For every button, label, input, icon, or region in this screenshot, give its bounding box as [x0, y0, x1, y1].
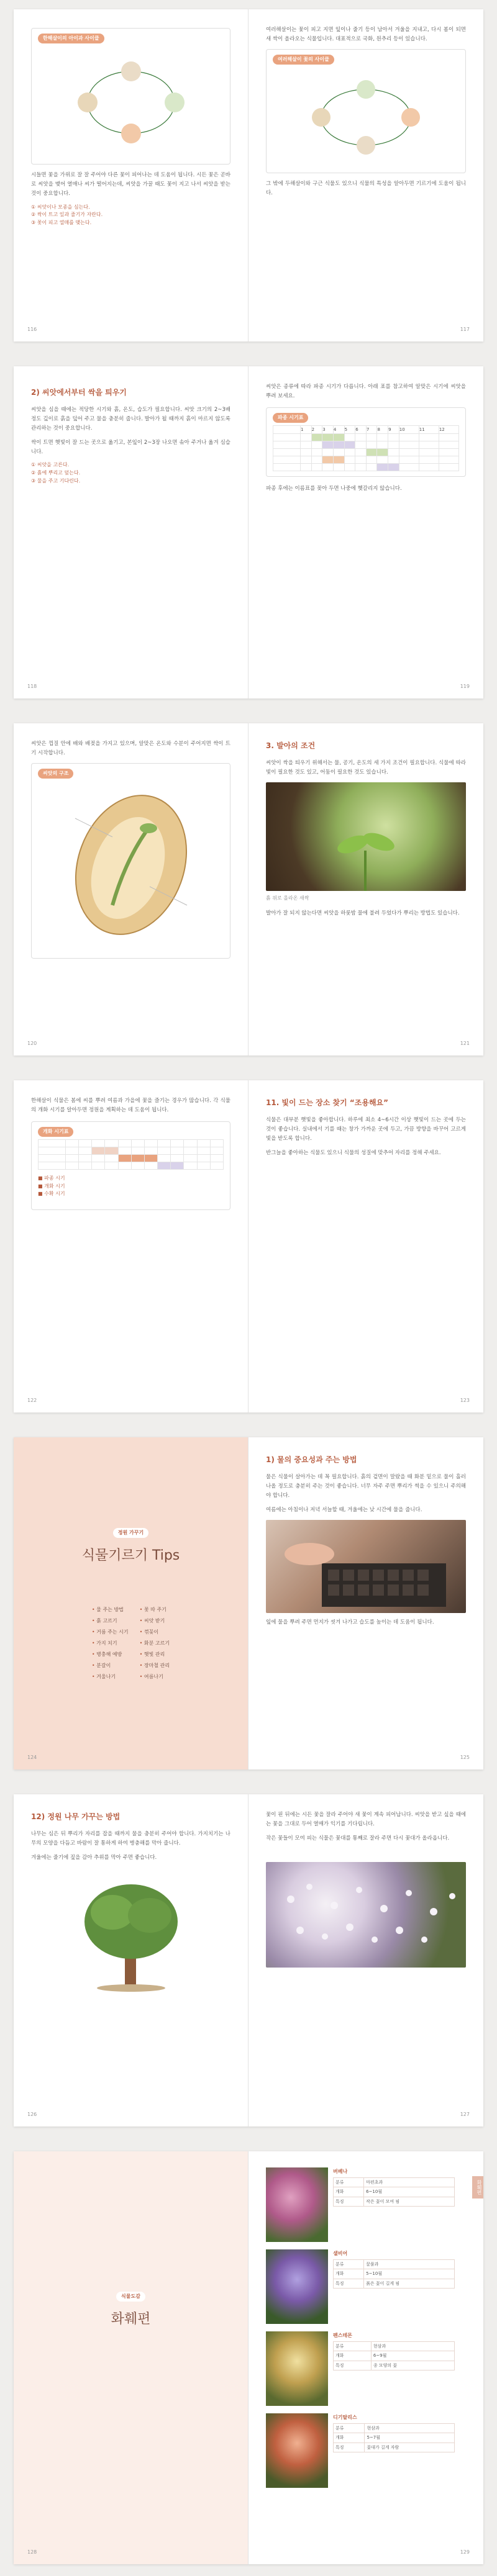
page-126	[14, 1794, 248, 2126]
paragraph-2: 파종 후에는 이름표를 꽂아 두면 나중에 헷갈리지 않습니다.	[266, 486, 402, 492]
tip-item: • 꽃 따 주기	[140, 1606, 170, 1614]
section-heading: 2) 씨앗에서부터 싹을 틔우기	[31, 388, 127, 397]
page-number: 118	[27, 684, 37, 689]
table-key: 특징	[334, 2361, 372, 2370]
month-cell: 6	[355, 425, 367, 433]
table-key: 분류	[334, 2342, 372, 2351]
page-number: 124	[27, 1755, 37, 1760]
plant-table	[333, 2341, 455, 2370]
page-number: 129	[460, 2549, 470, 2555]
page-123	[248, 1080, 483, 1412]
cycle-diagram	[63, 50, 199, 155]
page-number: 123	[460, 1398, 470, 1403]
tips-column-1	[92, 1606, 129, 1684]
tree-illustration	[31, 1875, 230, 1997]
page-124	[14, 1437, 248, 1769]
page-number: 120	[27, 1041, 37, 1046]
paragraph: 씨앗은 껍질 안에 배와 배젖을 가지고 있으며, 알맞은 온도와 수분이 주어지면 싹이 트기 시작합니다.	[31, 741, 230, 756]
cycle-arrows	[298, 71, 434, 164]
section-heading: 3. 발아의 조건	[266, 741, 316, 750]
section-title: 식물기르기 Tips	[81, 1548, 180, 1563]
note-1: ① 씨앗을 고른다.	[31, 462, 70, 468]
table-key: 특징	[334, 2279, 364, 2288]
watering-photo	[266, 1520, 466, 1613]
plant-entry	[266, 2249, 455, 2324]
table-key: 개화	[334, 2269, 364, 2279]
plant-table	[333, 2423, 455, 2452]
plant-entry	[266, 2167, 455, 2242]
month-cell: 2	[311, 425, 322, 433]
seed-tray-icon	[266, 1520, 466, 1613]
fruit-node	[78, 93, 98, 112]
table-value: 꿀풀과	[364, 2260, 455, 2269]
paragraph: 나무는 심은 뒤 뿌리가 자리를 잡을 때까지 물을 충분히 주어야 합니다. 가지치기는 나무의 모양을 다듬고 바람이 잘 통하게 하여 병충해를 막아 줍니다.	[31, 1831, 230, 1846]
page-number: 116	[27, 327, 37, 332]
tip-item: • 가지 치기	[92, 1639, 129, 1648]
plant-name: 샐비어	[333, 2251, 348, 2256]
spread-3	[14, 723, 483, 1055]
note-3: ③ 물을 주고 기다린다.	[31, 477, 81, 484]
tips-list	[31, 1606, 230, 1684]
table-value: 5~10월	[364, 2269, 455, 2279]
section-title: 화훼편	[111, 2312, 151, 2327]
side-tab: 화훼편	[472, 2176, 483, 2199]
paragraph-2: 반그늘을 좋아하는 식물도 있으니 식물의 성질에 맞추어 자리를 정해 주세요.	[266, 1149, 441, 1156]
paragraph: 시들면 꽃을 가위로 잘 잘 주어야 다른 꽃이 피어나는 데 도움이 됩니다. 시든 꽃은 곧바로 씨앗을 맺어 열매나 씨가 떨어지는데, 씨앗을 가꿀 때도 꽃이 지고 나서 씨앗을 받는 것이 중요합니다.	[31, 172, 230, 197]
section-badge: 식물도감	[116, 2292, 145, 2302]
month-cell: 5	[344, 425, 355, 433]
paragraph-2: 싹이 트면 햇빛이 잘 드는 곳으로 옮기고, 본잎이 2~3장 나오면 솎아 주거나 옮겨 심습니다.	[31, 439, 230, 455]
paragraph-2: 여름에는 아침이나 저녁 서늘할 때, 겨울에는 낮 시간에 물을 줍니다.	[266, 1506, 422, 1513]
plant-table	[333, 2177, 455, 2207]
page-number: 121	[460, 1041, 470, 1046]
legend	[38, 1175, 224, 1198]
month-cell: 10	[399, 425, 419, 433]
page-118	[14, 366, 248, 698]
plant-name: 디기탈리스	[333, 2415, 357, 2420]
month-cell: 9	[388, 425, 399, 433]
month-cell: 4	[333, 425, 344, 433]
spread-4	[14, 1080, 483, 1412]
table-title: 파종 시기표	[273, 413, 308, 423]
table-value: 6~9월	[371, 2351, 454, 2361]
seed-node	[121, 61, 141, 81]
table-key: 개화	[334, 2187, 364, 2197]
page-119	[248, 366, 483, 698]
paragraph: 한해살이 식물은 봄에 씨를 뿌려 여름과 가을에 꽃을 즐기는 경우가 많습니다. 각 식물의 개화 시기를 알아두면 정원을 계획하는 데 도움이 됩니다.	[31, 1098, 230, 1113]
photo-caption: 흙 위로 올라온 새싹	[266, 895, 309, 901]
tip-item: • 흙 고르기	[92, 1617, 129, 1625]
tips-column-2	[140, 1606, 170, 1684]
paragraph: 씨앗을 심을 때에는 적당한 시기와 흙, 온도, 습도가 필요합니다. 씨앗 크기의 2~3배 정도 깊이로 흙을 덮어 주고 물을 충분히 줍니다. 발아가 될 때까지 흙이 마르지 않도록 관리하는 것이 중요합니다.	[31, 407, 230, 432]
paragraph: 여러해살이는 꽃이 피고 지면 잎이나 줄기 등이 남아서 겨울을 지내고, 다시 봄이 되면 새 싹이 올라오는 식물입니다. 대표적으로 국화, 원추리 등이 있습니다.	[266, 27, 466, 42]
paragraph-2: 발아가 잘 되지 않는다면 씨앗을 하룻밤 물에 불려 두었다가 뿌리는 방법도 있습니다.	[266, 910, 460, 916]
table-value: 종 모양의 꽃	[371, 2361, 454, 2370]
perennial-figure	[266, 49, 466, 173]
page-120	[14, 723, 248, 1055]
month-cell: 11	[419, 425, 439, 433]
month-cell: 12	[439, 425, 458, 433]
paragraph: 씨앗이 싹을 틔우기 위해서는 물, 공기, 온도의 세 가지 조건이 필요합니다. 식물에 따라 빛이 필요한 것도 있고, 어둠이 필요한 것도 있습니다.	[266, 760, 466, 775]
paragraph: 식물은 대부분 햇빛을 좋아합니다. 하루에 최소 4~6시간 이상 햇빛이 드는 곳에 두는 것이 좋습니다. 실내에서 기를 때는 창가 가까운 곳에 두고, 가끔 방향을 바꾸어 고르게 빛을 받도록 합니다.	[266, 1117, 466, 1142]
plant-entry	[266, 2413, 455, 2488]
spread-7	[14, 2151, 483, 2564]
tree-icon	[75, 1875, 187, 1993]
sowing-table	[273, 425, 459, 471]
tip-item: • 화분 고르기	[140, 1639, 170, 1648]
page-117	[248, 9, 483, 341]
paragraph: 꽃이 핀 뒤에는 시든 꽃을 잘라 주어야 새 꽃이 계속 피어납니다. 씨앗을 받고 싶을 때에는 꽃을 그대로 두어 열매가 익기를 기다립니다.	[266, 1812, 466, 1827]
sprout-photo	[266, 782, 466, 891]
month-cell: 3	[322, 425, 334, 433]
page-number: 128	[27, 2549, 37, 2555]
table-key: 개화	[334, 2351, 372, 2361]
plant-name: 버베나	[333, 2169, 348, 2174]
plant-name: 펜스테몬	[333, 2333, 352, 2338]
flower-bed-photo	[266, 1862, 466, 1968]
plant-photo	[266, 2249, 328, 2324]
sprout-icon	[266, 782, 466, 891]
table-value: 작은 꽃이 모여 핌	[364, 2197, 455, 2206]
flower-icon	[266, 1862, 466, 1968]
spread-1	[14, 9, 483, 341]
flower-node	[121, 124, 141, 143]
plant-table	[333, 2259, 455, 2289]
month-cell: 7	[366, 425, 377, 433]
table-value: 꽃대가 길게 자람	[365, 2443, 455, 2452]
note-2: ② 흙에 뿌리고 덮는다.	[31, 470, 81, 476]
seed-illustration	[38, 781, 224, 949]
legend-item: ■ 개화 시기	[38, 1183, 65, 1189]
table-key: 개화	[334, 2433, 365, 2443]
page-127	[248, 1794, 483, 2126]
month-row	[273, 425, 459, 433]
section-heading: 1) 물의 중요성과 주는 방법	[266, 1455, 357, 1464]
table-key: 분류	[334, 2260, 364, 2269]
tip-item: • 병충해 예방	[92, 1650, 129, 1659]
note-2: ② 싹이 트고 잎과 줄기가 자란다.	[31, 212, 103, 218]
cycle-diagram	[298, 71, 434, 164]
tip-item: • 거름 주는 시기	[92, 1628, 129, 1637]
tip-item: • 겨울나기	[92, 1673, 129, 1681]
tip-item: • 씨앗 받기	[140, 1617, 170, 1625]
notes	[31, 461, 230, 485]
section-heading: 12) 정원 나무 가꾸는 방법	[31, 1812, 121, 1821]
legend-item: ■ 수확 시기	[38, 1191, 65, 1197]
paragraph-2: 겨울에는 줄기에 짚을 감아 추위를 막아 주면 좋습니다.	[31, 1854, 157, 1861]
page-number: 119	[460, 684, 470, 689]
tip-item: • 여름나기	[140, 1673, 170, 1681]
page-121	[248, 723, 483, 1055]
page-number: 125	[460, 1755, 470, 1760]
paragraph: 물은 식물이 살아가는 데 꼭 필요합니다. 흙의 겉면이 말랐을 때 화분 밑으로 물이 흘러나올 정도로 충분히 주는 것이 좋습니다. 너무 자주 주면 뿌리가 썩을 수 있으니 주의해야 합니다.	[266, 1474, 466, 1499]
page-number: 122	[27, 1398, 37, 1403]
tip-item: • 장마철 관리	[140, 1661, 170, 1670]
notes	[31, 204, 230, 227]
note-3: ③ 꽃이 피고 열매를 맺는다.	[31, 220, 92, 226]
table-value: 6~10월	[364, 2187, 455, 2197]
paragraph-3: 잎에 물을 뿌려 주면 먼지가 씻겨 나가고 습도를 높이는 데 도움이 됩니다.	[266, 1619, 434, 1625]
tip-item: • 물 주는 방법	[92, 1606, 129, 1614]
tip-item: • 꺾꽂이	[140, 1628, 170, 1637]
table-value: 현삼과	[365, 2424, 455, 2433]
figure-title: 씨앗의 구조	[38, 769, 73, 779]
plant-photo	[266, 2413, 328, 2488]
page-116	[14, 9, 248, 341]
page-125	[248, 1437, 483, 1769]
tip-item: • 분갈이	[92, 1661, 129, 1670]
spread-6	[14, 1794, 483, 2126]
spread-2	[14, 366, 483, 698]
table-title: 개화 시기표	[38, 1127, 73, 1137]
bloom-table-figure	[31, 1121, 230, 1210]
month-cell: 8	[377, 425, 388, 433]
plant-photo	[266, 2331, 328, 2406]
table-value: 5~7월	[365, 2433, 455, 2443]
page-128	[14, 2151, 248, 2564]
plant-photo	[266, 2167, 328, 2242]
note-1: ① 씨앗이나 모종을 심는다.	[31, 204, 90, 210]
page-129	[248, 2151, 483, 2564]
sprout-node	[165, 93, 185, 112]
page-122	[14, 1080, 248, 1412]
page-number: 127	[460, 2112, 470, 2117]
spread-5	[14, 1437, 483, 1769]
paragraph-2: 그 밖에 두해살이와 구근 식물도 있으니 식물의 특성을 알아두면 기르기에 도움이 됩니다.	[266, 180, 466, 196]
table-key: 특징	[334, 2443, 365, 2452]
page-number: 117	[460, 327, 470, 332]
cycle-arrows	[63, 50, 199, 155]
sowing-table-figure	[266, 407, 466, 477]
plant-entry	[266, 2331, 455, 2406]
figure-title: 여러해살이 꽃의 사이클	[273, 55, 334, 65]
seed-structure-figure	[31, 763, 230, 959]
month-cell: 1	[301, 425, 312, 433]
paragraph: 씨앗은 종류에 따라 파종 시기가 다릅니다. 아래 표를 참고하여 알맞은 시기에 씨앗을 뿌려 보세요.	[266, 384, 466, 399]
table-key: 특징	[334, 2197, 364, 2206]
table-key: 분류	[334, 2178, 364, 2187]
table-key: 분류	[334, 2424, 365, 2433]
life-cycle-figure	[31, 28, 230, 165]
table-value: 붉은 꽃이 길게 핌	[364, 2279, 455, 2288]
table-value: 현삼과	[371, 2342, 454, 2351]
table-value: 마편초과	[364, 2178, 455, 2187]
bloom-table	[38, 1139, 224, 1170]
figure-title: 한해살이의 아이과 사이클	[38, 34, 104, 43]
section-heading: 11. 빛이 드는 장소 찾기 “조용해요”	[266, 1098, 389, 1107]
section-badge: 정원 가꾸기	[113, 1528, 148, 1538]
legend-item: ■ 파종 시기	[38, 1175, 65, 1181]
tip-item: • 햇빛 관리	[140, 1650, 170, 1659]
page-number: 126	[27, 2112, 37, 2117]
paragraph-2: 작은 꽃들이 모여 피는 식물은 꽃대를 통째로 잘라 주면 다시 꽃대가 올라옵니다.	[266, 1835, 450, 1842]
